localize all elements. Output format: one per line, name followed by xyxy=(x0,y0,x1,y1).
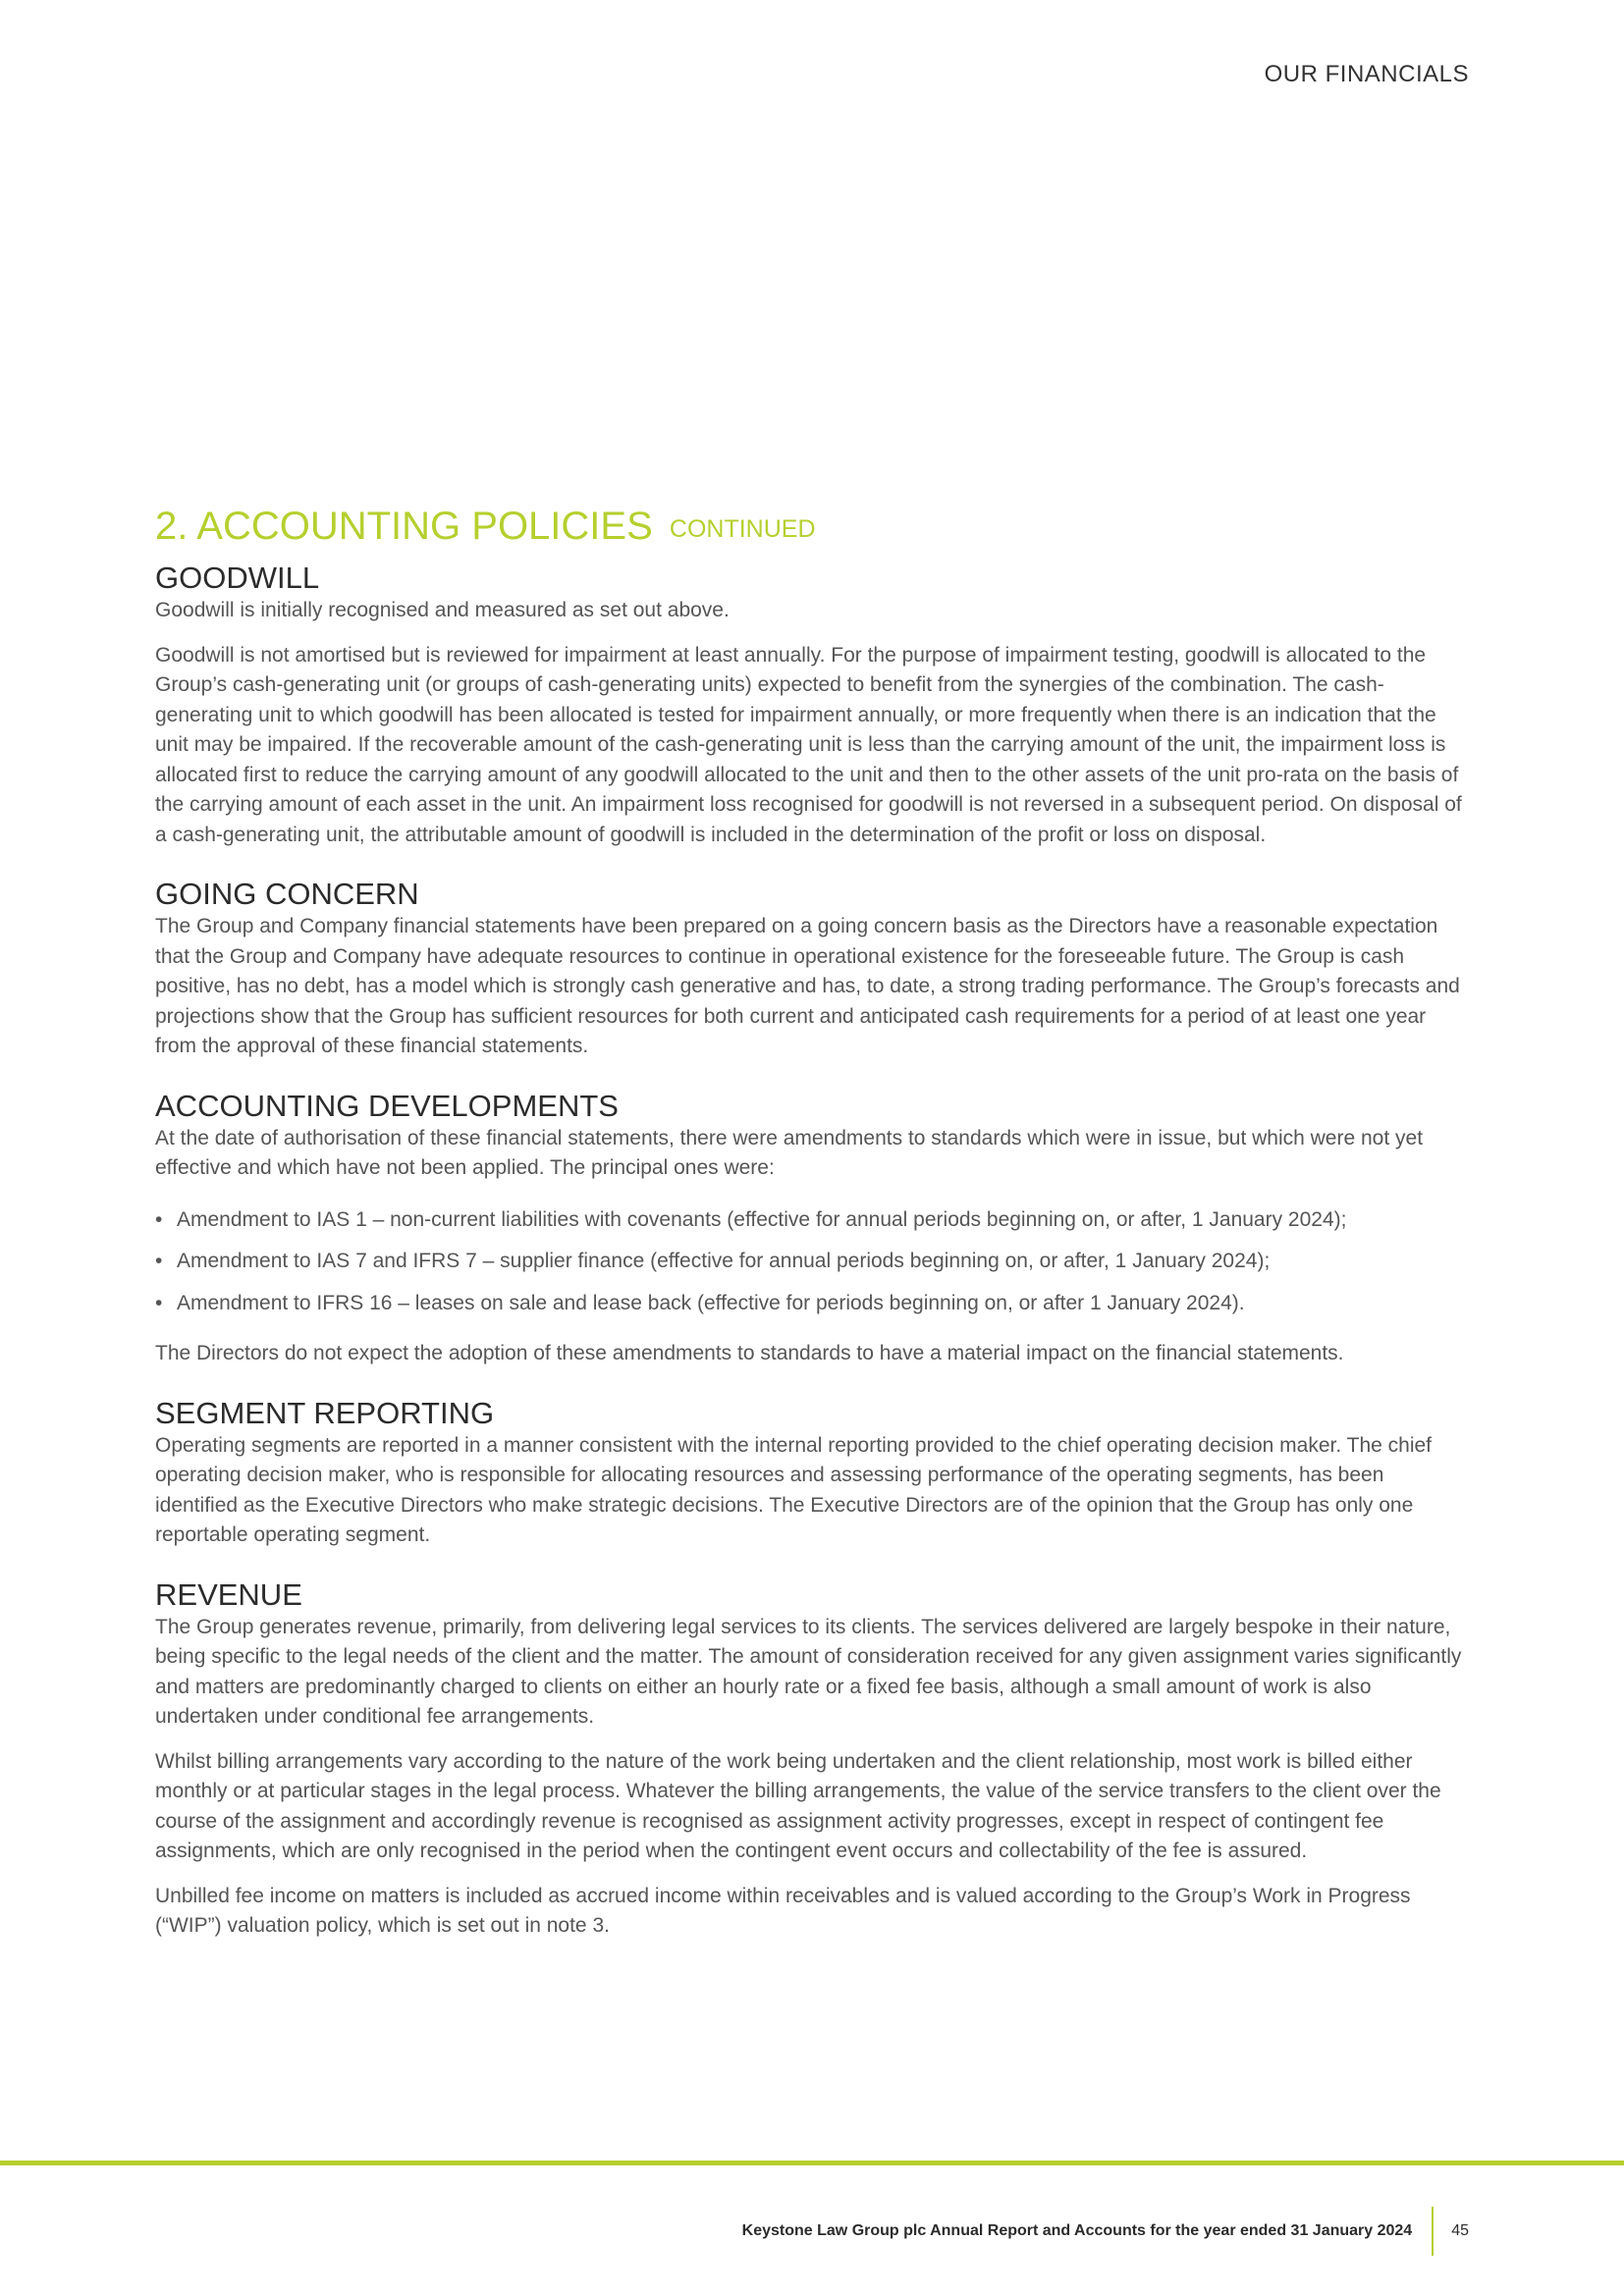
running-head: OUR FINANCIALS xyxy=(1264,61,1469,87)
footer-rule xyxy=(0,2161,1624,2165)
page-title xyxy=(155,503,1471,553)
paragraph: At the date of authorisation of these financial statements, there were amendments to standards which were in issue, but which were not yet effective and which have not been applied. The principal ones were: xyxy=(155,1126,1424,1179)
section-going-concern xyxy=(155,877,1471,1062)
section-segment-reporting xyxy=(155,1396,1471,1551)
section-accounting-developments xyxy=(155,1089,1471,1369)
section-heading: REVENUE xyxy=(155,1576,302,1612)
list-item: • Amendment to IFRS 16 – leases on sale and lease back (effective for periods beginning on, or after 1 January 2024). xyxy=(155,1289,1471,1319)
paragraph: The Group generates revenue, primarily, from delivering legal services to its clients. The services delivered are largely bespoke in their nature, being specific to the legal needs of the client and the matter. The amount of consideration received for any given assignment varies significantly and matters are predominantly charged to clients on either an hourly rate or a fixed fee basis, although a small amount of work is also undertaken under conditional fee arrangements. xyxy=(155,1615,1462,1728)
list-item: • Amendment to IAS 1 – non-current liabilities with covenants (effective for annual periods beginning on, or after, 1 January 2024); xyxy=(155,1205,1471,1236)
page-title-continued: CONTINUED xyxy=(669,515,816,543)
paragraph: Whilst billing arrangements vary according to the nature of the work being undertaken and the client relationship, most work is billed either monthly or at particular stages in the legal process. Whatever the billing arrangements, the value of the service transfers to the client over the course of the assignment and accordingly revenue is recognised as assignment activity progresses, except in respect of contingent fee assignments, which are only recognised in the period when the contingent event occurs and collectability of the fee is assured. xyxy=(155,1749,1441,1862)
paragraph: Operating segments are reported in a manner consistent with the internal reporting provided to the chief operating decision maker. The chief operating decision maker, who is responsible for allocating resources and assessing performance of the operating segments, has been identified as the Executive Directors who make strategic decisions. The Executive Directors are of the opinion that the Group has only one reportable operating segment. xyxy=(155,1433,1433,1546)
list-item: • Amendment to IAS 7 and IFRS 7 – supplier finance (effective for annual periods beginning on, or after, 1 January 2024); xyxy=(155,1247,1471,1277)
paragraph: Goodwill is not amortised but is reviewed for impairment at least annually. For the purpose of impairment testing, goodwill is allocated to the Group’s cash-generating unit (or groups of cash-generating units) expected to benefit from the synergies of the combination. The cash-generating unit to which goodwill has been allocated is tested for impairment annually, or more frequently when there is an indication that the unit may be impaired. If the recoverable amount of the cash-generating unit is less than the carrying amount of the unit, the impairment loss is allocated first to reduce the carrying amount of any goodwill allocated to the unit and then to the other assets of the unit pro-rata on the basis of the carrying amount of each asset in the unit. An impairment loss recognised for goodwill is not reversed in a subsequent period. On disposal of a cash-generating unit, the attributable amount of goodwill is included in the determination of the profit or loss on disposal. xyxy=(155,643,1462,846)
footer xyxy=(742,2206,1469,2257)
paragraph: The Group and Company financial statements have been prepared on a going concern basis as the Directors have a reasonable expectation that the Group and Company have adequate resources to continue in operational existence for the foreseeable future. The Group is cash positive, has no debt, has a model which is strongly cash generative and has, to date, a strong trading performance. The Group’s forecasts and projections show that the Group has sufficient resources for both current and anticipated cash requirements for a period of at least one year from the approval of these financial statements. xyxy=(155,915,1460,1057)
paragraph: Goodwill is initially recognised and measured as set out above. xyxy=(155,599,730,621)
section-goodwill xyxy=(155,561,1471,850)
page-number: 45 xyxy=(1451,2222,1469,2239)
section-heading: GOING CONCERN xyxy=(155,877,419,911)
page-title-text: 2. ACCOUNTING POLICIES xyxy=(155,505,653,548)
section-heading: SEGMENT REPORTING xyxy=(155,1395,495,1430)
footer-publication: Keystone Law Group plc Annual Report and Accounts for the year ended 31 January 2024 xyxy=(741,2222,1413,2239)
footer-divider xyxy=(1432,2207,1434,2256)
section-heading: GOODWILL xyxy=(155,561,320,595)
paragraph: Unbilled fee income on matters is included as accrued income within receivables and is valued according to the Group’s Work in Progress (“WIP”) valuation policy, which is set out in note 3. xyxy=(155,1884,1411,1937)
page-content xyxy=(155,503,1471,1968)
paragraph: The Directors do not expect the adoption of these amendments to standards to have a material impact on the financial statements. xyxy=(155,1342,1344,1364)
section-heading: ACCOUNTING DEVELOPMENTS xyxy=(155,1088,619,1123)
bullet-list xyxy=(155,1205,1471,1319)
section-revenue xyxy=(155,1577,1471,1942)
